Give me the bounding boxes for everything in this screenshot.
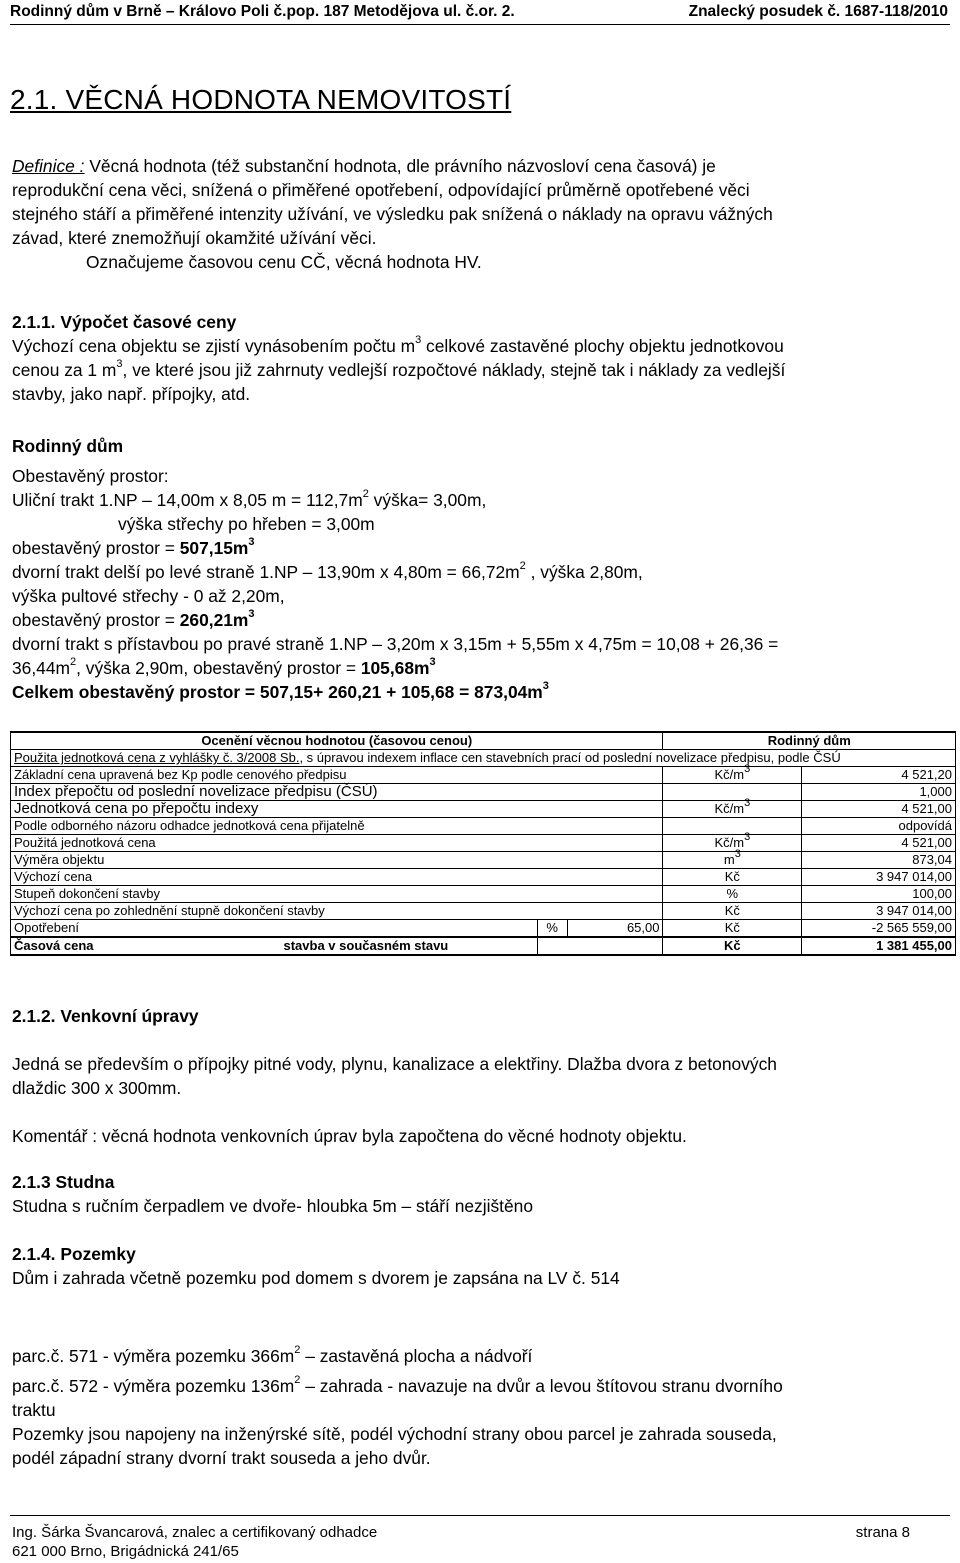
- row-label: Podle odborného názoru odhadce jednotková cena přijatelně: [11, 818, 663, 835]
- table-row-final: Časová cena stavba v současném stavu Kč 1 381 455,00: [11, 937, 956, 955]
- outdoor-line-2: dlaždic 300 x 300mm.: [12, 1078, 182, 1098]
- row-label: Stupeň dokončení stavby: [11, 886, 663, 903]
- table-header-row: [11, 732, 956, 750]
- row-value: 3 947 014,00: [802, 869, 956, 886]
- table-head-right: Rodinný dům: [663, 732, 956, 750]
- table-row: [11, 767, 956, 784]
- row-label: Výchozí cena po zohlednění stupně dokončení stavby: [11, 903, 663, 920]
- row-unit: $Kč/m^3$: [663, 835, 802, 852]
- row-value: odpovídá: [802, 818, 956, 835]
- dvorni-line-2: výška pultové střechy - 0 až 2,20m,: [12, 586, 285, 606]
- table-row: [11, 801, 956, 818]
- row-value: 4 521,20: [802, 767, 956, 784]
- land-line-1: Dům i zahrada včetně pozemku pod domem s dvorem je zapsána na LV č. 514: [12, 1268, 620, 1288]
- table-row: [11, 852, 956, 869]
- footer-page: strana 8: [855, 1524, 910, 1541]
- outdoor-title: 2.1.2. Venkovní úpravy: [12, 1006, 199, 1026]
- parcel-572-cont: traktu: [12, 1400, 56, 1420]
- row-unit: [663, 818, 802, 835]
- row-label: Použitá jednotková cena: [11, 835, 663, 852]
- definition-line-4: závad, které znemožňují okamžité užívání věci.: [12, 228, 377, 248]
- table-used-row: Použita jednotková cena z vyhlášky č. 3/2008 Sb., s úpravou indexem inflace cen stavebních prací od poslední novelizace předpisu, podle ČSÚ: [11, 750, 956, 767]
- row-value: 3 947 014,00: [802, 903, 956, 920]
- calc-title: 2.1.1. Výpočet časové ceny: [12, 312, 237, 332]
- row-unit: $Kč/m^3$: [663, 767, 802, 784]
- row-unit: Kč: [663, 869, 802, 886]
- dvorni-line-1: dvorní trakt delší po levé straně 1.NP – 13,90m x $4,80m = 66,72m^2$ , výška 2,80m,: [12, 560, 643, 582]
- header-divider: [10, 24, 950, 25]
- house-title: Rodinný dům: [12, 436, 124, 456]
- outdoor-comment: Komentář : věcná hodnota venkovních úprav byla započtena do věcné hodnoty objektu.: [12, 1126, 687, 1146]
- table-row: [11, 869, 956, 886]
- pravy-line-1: dvorní trakt s přístavbou po pravé straně 1.NP – 3,20m x 3,15m + 5,55m x 4,75m = 10,08 + 26,36 =: [12, 634, 779, 654]
- calc-line-2: cenou za 1 $m^3$, ve které jsou již zahrnuty vedlejší rozpočtové náklady, stejně tak i náklady za vedlejší: [12, 358, 786, 380]
- calc-line-3: stavby, jako např. přípojky, atd.: [12, 384, 251, 404]
- dvorni-line-3: obestavěný prostor = $260,21m^3$: [12, 608, 255, 630]
- pravy-line-2: $36,44m^2$, výška 2,90m, obestavěný prostor = $105,68m^3$: [12, 656, 436, 678]
- row-value: 4 521,00: [802, 835, 956, 852]
- calc-line-1: Výchozí cena objektu se zjistí vynásobením počtu $m^3$ celkové zastavěné plochy objektu jednotkovou: [12, 334, 784, 356]
- row-unit: [663, 784, 802, 801]
- land-note-2: podél západní strany dvorní trakt souseda a jeho dvůr.: [12, 1448, 431, 1468]
- definition-line-3: stejného stáří a přiměřené intenzity užívání, ve výsledku pak snížená o náklady na opravu vážných: [12, 204, 773, 224]
- row-value: 1,000: [802, 784, 956, 801]
- row-unit: $Kč/m^3$: [663, 801, 802, 818]
- row-unit: %: [663, 886, 802, 903]
- definition-line-1: Definice : Věcná hodnota (též substanční hodnota, dle právního názvosloví cena časová) je: [12, 156, 716, 176]
- footer-address: 621 000 Brno, Brigádnická 241/65: [12, 1543, 239, 1560]
- definition-label: Definice :: [12, 156, 85, 176]
- row-unit: Kč: [663, 903, 802, 920]
- definition-line-2: reprodukční cena věci, snížená o přiměřené opotřebení, odpovídající průměrně opotřebené věci: [12, 180, 750, 200]
- row-value: 100,00: [802, 886, 956, 903]
- table-row: [11, 835, 956, 852]
- parcel-572: parc.č. 572 - výměra pozemku $136m^2$ – zahrada - navazuje na dvůr a levou štítovou stranu dvorního: [12, 1374, 783, 1396]
- header-right: Znalecký posudek č. 1687-118/2010: [688, 3, 948, 20]
- well-title: 2.1.3 Studna: [12, 1172, 115, 1192]
- header-left: Rodinný dům v Brně – Královo Poli č.pop. 187 Metodějova ul. č.or. 2.: [10, 3, 515, 20]
- table-row-opotrebeni: Opotřebení % 65,00 Kč -2 565 559,00: [11, 920, 956, 938]
- parcel-571: parc.č. 571 - výměra pozemku $366m^2$ – zastavěná plocha a nádvoří: [12, 1344, 533, 1366]
- ulicni-line-1: Uliční trakt 1.NP – 14,00m x 8,05 $m = 112,7m^2$ výška= 3,00m,: [12, 488, 487, 510]
- valuation-table: [10, 731, 956, 956]
- table-row: [11, 886, 956, 903]
- definition-line-5: Označujeme časovou cenu CČ, věcná hodnota HV.: [86, 252, 482, 272]
- table-head-left: Ocenění věcnou hodnotou (časovou cenou): [11, 732, 663, 750]
- row-unit: $m^3$: [663, 852, 802, 869]
- footer-author: Ing. Šárka Švancarová, znalec a certifikovaný odhadce: [12, 1524, 378, 1541]
- row-value: 4 521,00: [802, 801, 956, 818]
- land-title: 2.1.4. Pozemky: [12, 1244, 136, 1264]
- table-row: [11, 784, 956, 801]
- row-label: Výchozí cena: [11, 869, 663, 886]
- row-label: Index přepočtu od poslední novelizace předpisu (ČSÚ): [11, 784, 663, 801]
- well-text: Studna s ručním čerpadlem ve dvoře- hloubka 5m – stáří nezjištěno: [12, 1196, 534, 1216]
- row-label: Základní cena upravená bez Kp podle cenového předpisu: [11, 767, 663, 784]
- footer-divider: [10, 1515, 950, 1516]
- total-line: Celkem obestavěný prostor = $507,15+ 260,21 + 105,68 = 873,04m^3$: [12, 680, 549, 702]
- row-label: Výměra objektu: [11, 852, 663, 869]
- opotrebeni-label: Opotřebení: [11, 920, 538, 938]
- row-value: 873,04: [802, 852, 956, 869]
- obestaveny-label: Obestavěný prostor:: [12, 466, 169, 486]
- table-row: [11, 903, 956, 920]
- section-title: 2.1. VĚCNÁ HODNOTA NEMOVITOSTÍ: [10, 84, 512, 115]
- table-row: [11, 818, 956, 835]
- outdoor-line-1: Jedná se především o přípojky pitné vody, plynu, kanalizace a elektřiny. Dlažba dvora z betonových: [12, 1054, 777, 1074]
- row-label: Jednotková cena po přepočtu indexy: [11, 801, 663, 818]
- ulicni-line-2: výška střechy po hřeben = 3,00m: [118, 514, 375, 534]
- land-note-1: Pozemky jsou napojeny na inženýrské sítě, podél východní strany obou parcel je zahrada souseda,: [12, 1424, 777, 1444]
- ulicni-line-3: obestavěný prostor = $507,15m^3$: [12, 536, 255, 558]
